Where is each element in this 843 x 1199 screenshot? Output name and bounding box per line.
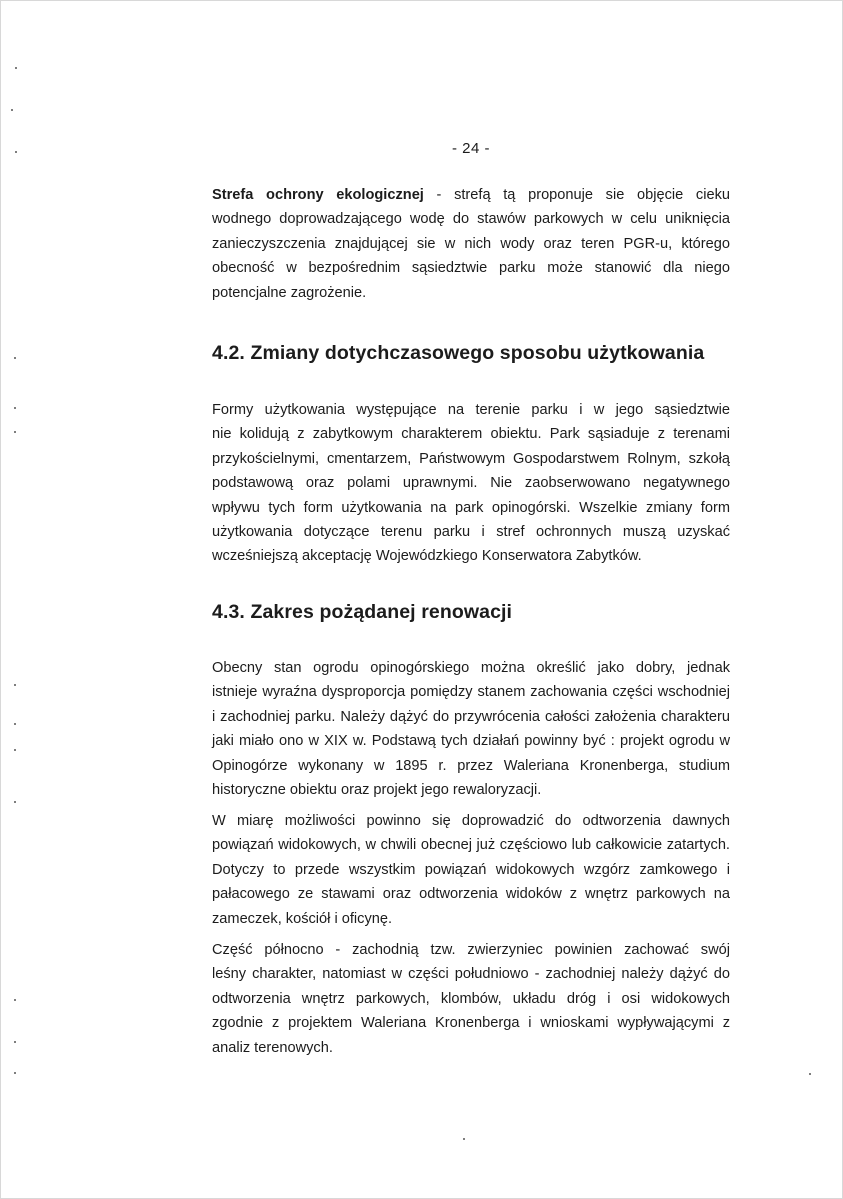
- scan-speck: [14, 684, 16, 686]
- paragraph-line: użytkowania dotyczące terenu parku i stref ochronnych muszą uzyskać: [212, 524, 730, 541]
- paragraph-line: historyczne obiektu oraz projekt jego rewaloryzacji.: [212, 782, 542, 799]
- paragraph-line: W miarę możliwości powinno się doprowadzić do odtworzenia dawnych: [212, 813, 730, 829]
- land-use-paragraph: [212, 398, 730, 569]
- paragraph-line: zanieczyszczenia znajdującej sie w nich wody oraz teren PGR-u, którego: [212, 235, 730, 252]
- paragraph-line: Opinogórze wykonany w 1895 r. przez Waleriana Kronenberga, studium: [212, 757, 730, 774]
- paragraph-line: wpływu tych form użytkowania na park opinogórski. Wszelkie zmiany form: [212, 499, 730, 516]
- paragraph-line: potencjalne zagrożenie.: [212, 284, 367, 301]
- renovation-paragraph-3: [212, 938, 730, 1060]
- scan-speck: [14, 749, 16, 751]
- scan-speck: [14, 999, 16, 1001]
- paragraph-line: Formy użytkowania występujące na terenie parku i w jego sąsiedztwie: [212, 402, 730, 418]
- paragraph-line: przykościelnymi, cmentarzem, Państwowym Gospodarstwem Rolnym, szkołą: [212, 450, 730, 467]
- scan-speck: [14, 723, 16, 725]
- paragraph-line: odtworzenia wnętrz parkowych, klombów, układu dróg i osi widokowych: [212, 990, 730, 1007]
- paragraph-line: obecność w bezpośrednim sąsiedztwie parku może stanowić dla niego: [212, 260, 730, 277]
- scan-speck: [809, 1073, 811, 1075]
- paragraph-line: nie kolidują z zabytkowym charakterem obiektu. Park sąsiaduje z terenami: [212, 426, 730, 443]
- scan-speck: [14, 801, 16, 803]
- scan-speck: [14, 431, 16, 433]
- scan-speck: [11, 109, 13, 111]
- paragraph-line: Obecny stan ogrodu opinogórskiego można określić jako dobry, jednak: [212, 660, 730, 676]
- paragraph-line: istnieje wyraźna dysproporcja pomiędzy stanem zachowania części wschodniej: [212, 684, 730, 701]
- scan-speck: [14, 1041, 16, 1043]
- paragraph-line: podstawową oraz polami uprawnymi. Nie zaobserwowano negatywnego: [212, 475, 730, 492]
- scan-speck: [14, 407, 16, 409]
- paragraph-line: leśny charakter, natomiast w części południowo - zachodniej należy dążyć do: [212, 966, 730, 983]
- paragraph-line: i zachodniej parku. Należy dążyć do przywrócenia całości założenia charakteru: [212, 708, 730, 725]
- renovation-paragraph-2: [212, 809, 730, 931]
- paragraph-line: analiz terenowych.: [212, 1039, 333, 1056]
- scan-speck: [15, 151, 17, 153]
- ecological-zone-paragraph: [212, 183, 730, 305]
- section-heading-4-2: 4.2. Zmiany dotychczasowego sposobu użytkowania: [212, 342, 705, 364]
- lead-term: Strefa ochrony ekologicznej: [212, 187, 424, 203]
- section-heading-4-3: 4.3. Zakres pożądanej renowacji: [212, 601, 513, 623]
- paragraph-line: Dotyczy to przede wszystkim powiązań widokowych wzgórz zamkowego i: [212, 861, 730, 878]
- paragraph-line: powiązań widokowych, w chwili obecnej już częściowo lub całkowicie zatartych.: [212, 837, 730, 854]
- scan-speck: [463, 1138, 465, 1140]
- scan-speck: [14, 1072, 16, 1074]
- paragraph-line: pałacowego ze stawami oraz odtworzenia widoków z wnętrz parkowych na: [212, 886, 730, 903]
- paragraph-line: zgodnie z projektem Waleriana Kronenberga i wnioskami wypływającymi z: [212, 1015, 730, 1032]
- paragraph-line: Część północno - zachodnią tzw. zwierzyniec powinien zachować swój: [212, 942, 730, 958]
- renovation-paragraph-1: [212, 656, 730, 802]
- paragraph-line: zameczek, kościół i oficynę.: [212, 910, 393, 927]
- paragraph-line: wcześniejszą akceptację Wojewódzkiego Konserwatora Zabytków.: [212, 548, 642, 565]
- scan-speck: [14, 357, 16, 359]
- paragraph-line: wodnego doprowadzającego wodę do stawów parkowych w celu uniknięcia: [212, 211, 730, 228]
- paragraph-line: jaki miało ono w XIX w. Podstawą tych działań powinny być : projekt ogrodu w: [212, 733, 730, 750]
- scan-speck: [15, 67, 17, 69]
- paragraph-line: Strefa ochrony ekologicznej - strefą tą proponuje sie objęcie cieku: [212, 187, 730, 203]
- page-number: - 24 -: [451, 140, 490, 157]
